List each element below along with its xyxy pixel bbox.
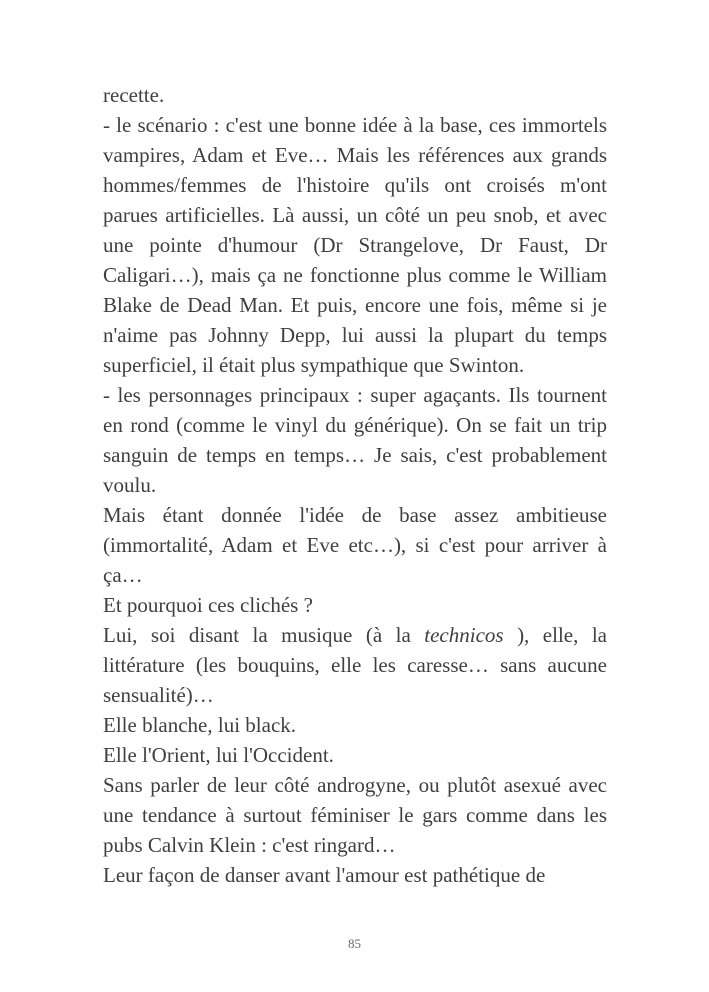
text-segment: ), elle, la littérature (les bouquins, elle les caresse… sans aucune sensualité)… bbox=[103, 623, 607, 707]
page-text bbox=[103, 80, 607, 890]
text-segment: Mais étant donnée l'idée de base assez ambitieuse (immortalité, Adam et Eve etc…), si c'est pour arriver à ça… bbox=[103, 503, 607, 587]
paragraph bbox=[103, 110, 607, 380]
paragraph bbox=[103, 740, 607, 770]
text-segment: Elle l'Orient, lui l'Occident. bbox=[103, 743, 334, 767]
page-number: 85 bbox=[348, 936, 361, 951]
paragraph bbox=[103, 380, 607, 500]
text-segment: - le scénario : c'est une bonne idée à la base, ces immortels vampires, Adam et Eve… Mais les références aux grands hommes/femmes de l'histoire qu'ils ont croisés m'ont parues artificielles. Là aussi, un côté un peu snob, et avec une pointe d'humour (Dr Strangelove, Dr Faust, Dr Caligari…), mais ça ne fonctionne plus comme le William Blake de Dead Man. Et puis, encore une fois, même si je n'aime pas Johnny Depp, lui aussi la plupart du temps superficiel, il était plus sympathique que Swinton. bbox=[103, 113, 607, 377]
paragraph bbox=[103, 860, 607, 890]
text-segment: - les personnages principaux : super agaçants. Ils tournent en rond (comme le vinyl du générique). On se fait un trip sanguin de temps en temps… Je sais, c'est probablement voulu. bbox=[103, 383, 607, 497]
paragraph bbox=[103, 710, 607, 740]
paragraph bbox=[103, 80, 607, 110]
text-segment: Sans parler de leur côté androgyne, ou plutôt asexué avec une tendance à surtout féminiser le gars comme dans les pubs Calvin Klein : c'est ringard… bbox=[103, 773, 607, 857]
text-segment: recette. bbox=[103, 83, 165, 107]
text-segment: Lui, soi disant la musique (à la bbox=[103, 623, 425, 647]
paragraph bbox=[103, 500, 607, 590]
paragraph bbox=[103, 770, 607, 860]
text-segment: Elle blanche, lui black. bbox=[103, 713, 297, 737]
italic-text-segment: technicos bbox=[424, 623, 504, 647]
text-segment: Et pourquoi ces clichés ? bbox=[103, 593, 313, 617]
paragraph bbox=[103, 590, 607, 620]
text-segment: Leur façon de danser avant l'amour est pathétique de bbox=[103, 863, 546, 887]
paragraph bbox=[103, 620, 607, 710]
